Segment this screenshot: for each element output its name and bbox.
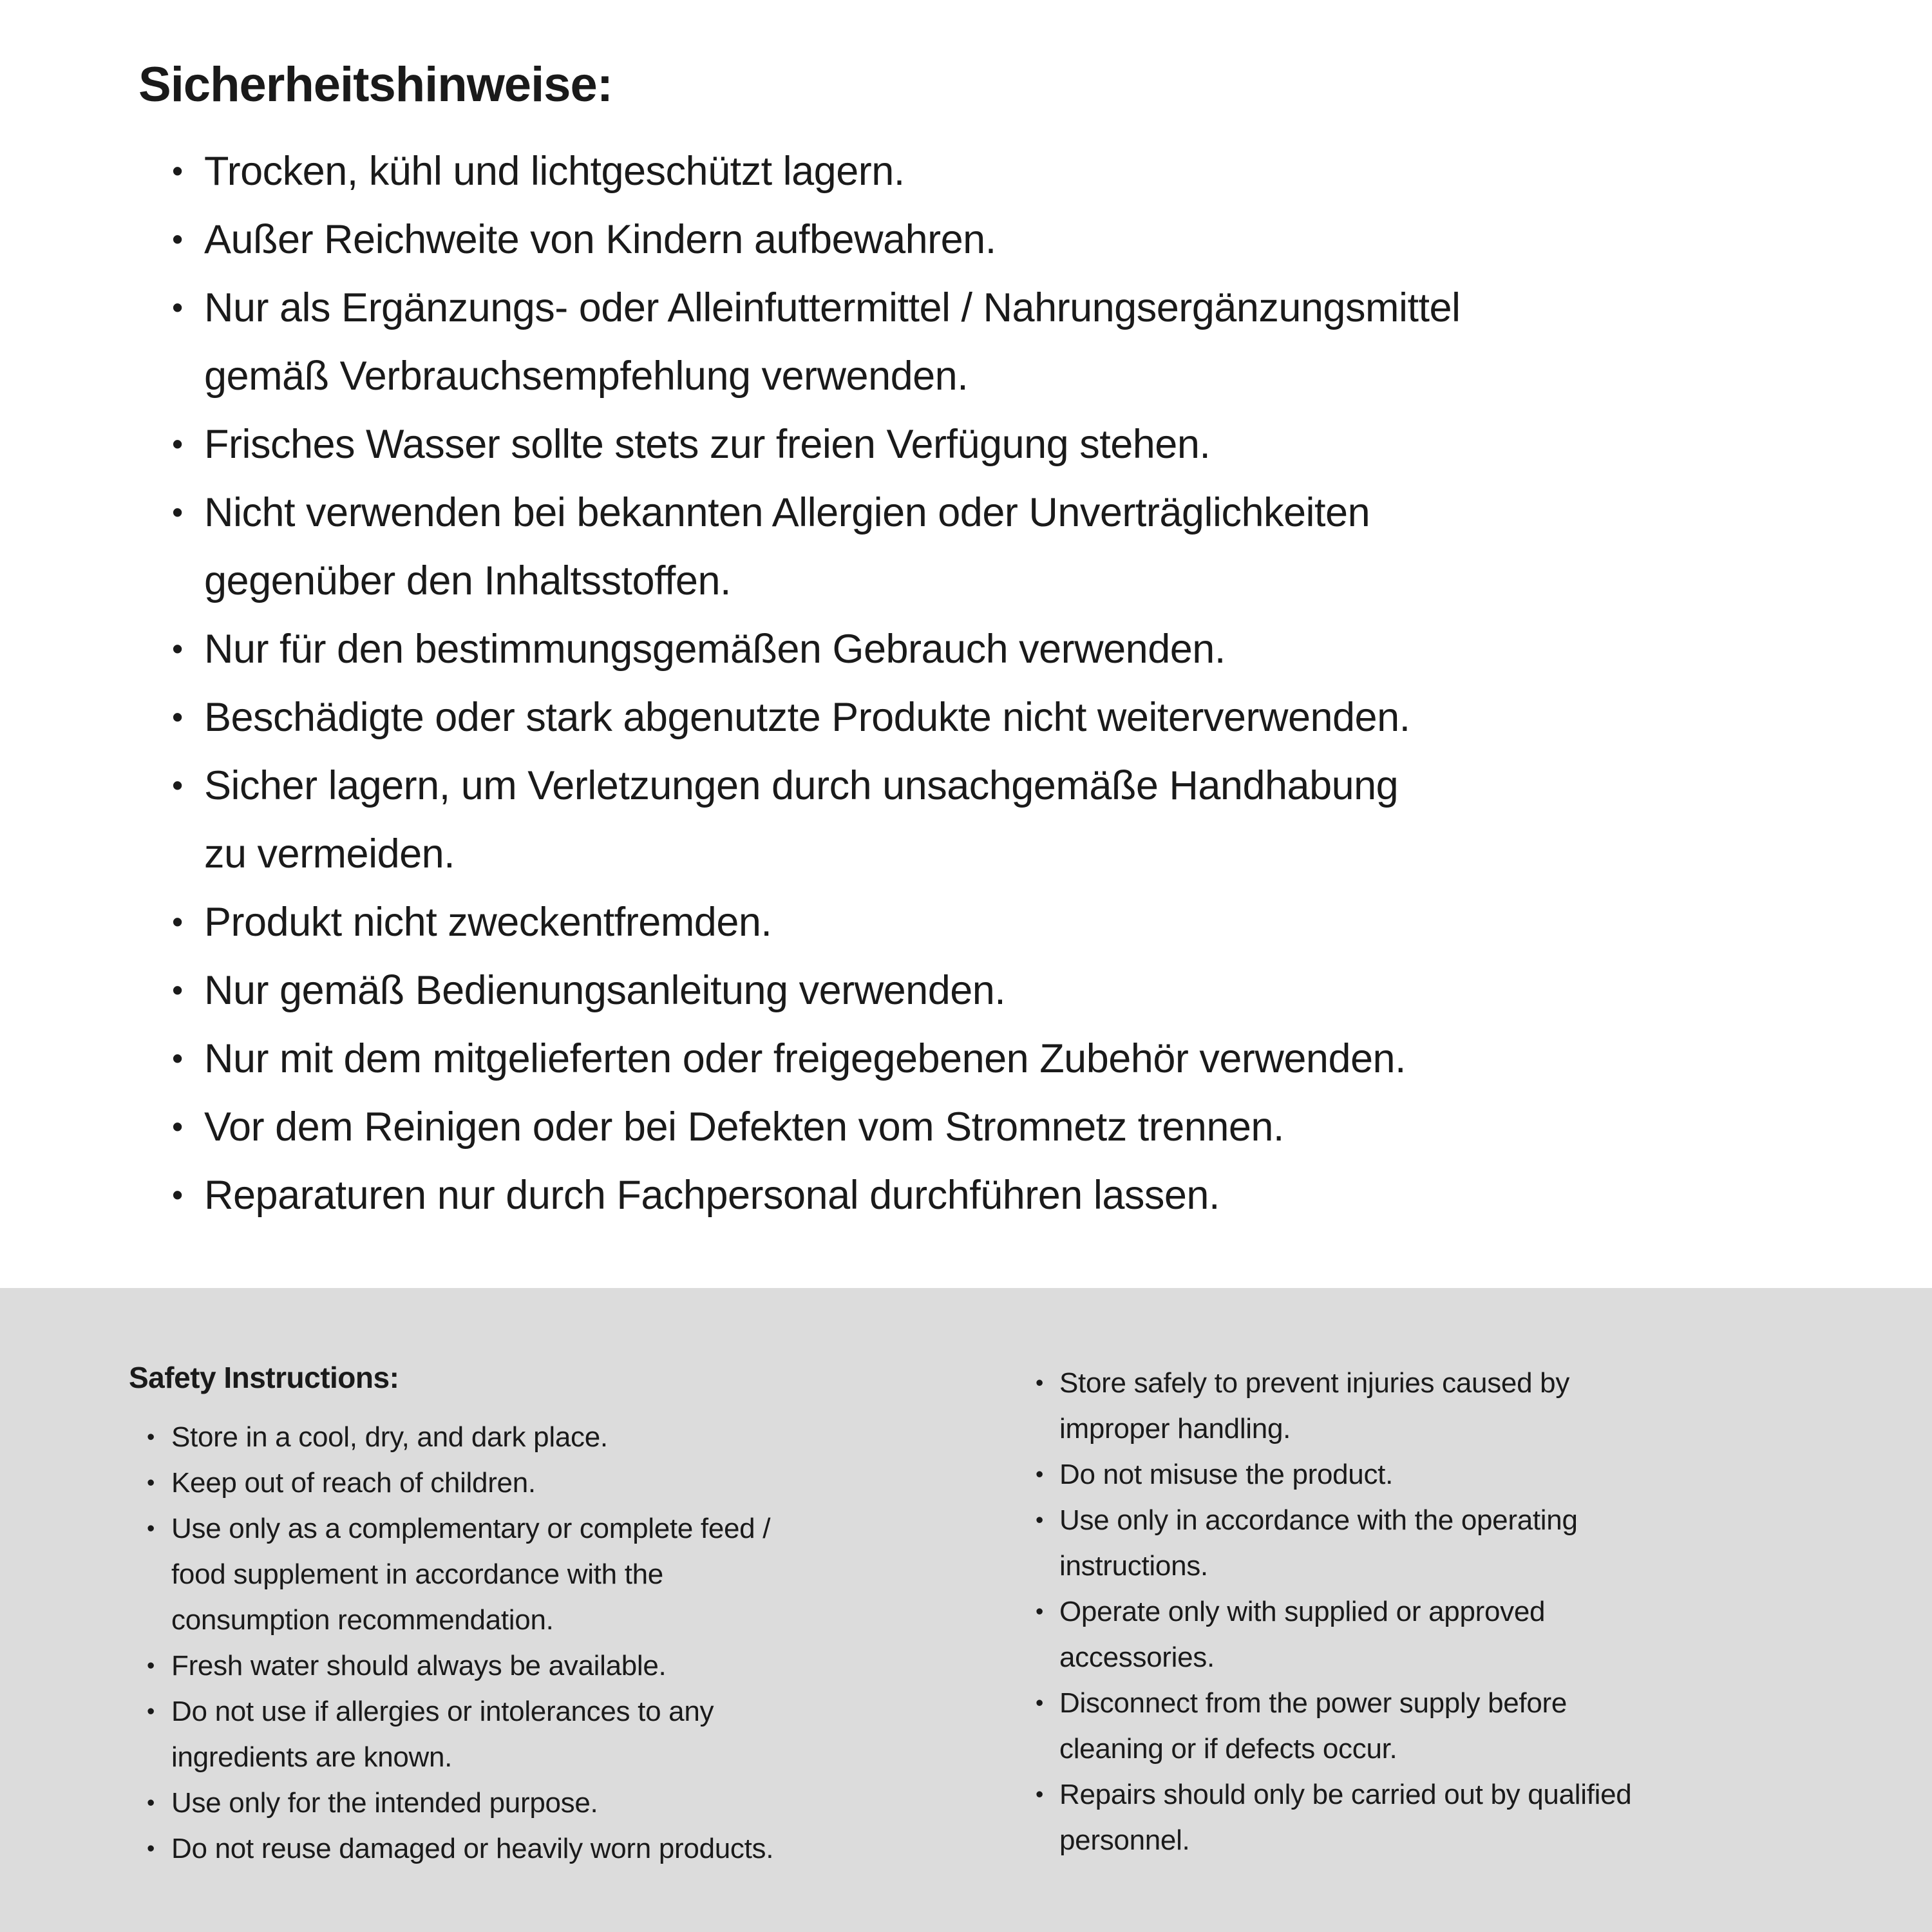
english-section-title: Safety Instructions: [129,1361,399,1394]
list-item: • Nur für den bestimmungsgemäßen Gebrauch verwenden. [138,615,1803,683]
german-safety-list [138,137,1803,1229]
english-right-column [1030,1360,1906,1863]
list-item: • Use only for the intended purpose. [129,1780,1030,1826]
list-item: • Außer Reichweite von Kindern aufbewahren. [138,205,1803,274]
list-item: • Beschädigte oder stark abgenutzte Produkte nicht weiterverwenden. [138,683,1803,752]
list-item: • Frisches Wasser sollte stets zur freien Verfügung stehen. [138,410,1803,478]
list-item: • Repairs should only be carried out by qualified personnel. [1030,1772,1906,1863]
list-item: • Store in a cool, dry, and dark place. [129,1414,1030,1460]
english-safety-list-left [129,1414,1030,1871]
list-item: • Do not misuse the product. [1030,1452,1906,1497]
english-safety-section [0,1288,1932,1932]
list-item: • Keep out of reach of children. [129,1460,1030,1506]
list-item: • Nur mit dem mitgelieferten oder freigegebenen Zubehör verwenden. [138,1025,1803,1093]
english-left-column [129,1360,1030,1871]
list-item: • Nicht verwenden bei bekannten Allergien oder Unverträglichkeiten gegenüber den Inhaltsstoffen. [138,478,1803,615]
list-item: • Operate only with supplied or approved accessories. [1030,1589,1906,1680]
list-item: • Do not reuse damaged or heavily worn products. [129,1826,1030,1871]
list-item: • Trocken, kühl und lichtgeschützt lagern. [138,137,1803,205]
list-item: • Fresh water should always be available. [129,1643,1030,1689]
english-safety-list-right [1030,1360,1906,1863]
list-item: • Nur gemäß Bedienungsanleitung verwenden. [138,956,1803,1025]
list-item: • Reparaturen nur durch Fachpersonal durchführen lassen. [138,1161,1803,1229]
list-item: • Sicher lagern, um Verletzungen durch unsachgemäße Handhabung zu vermeiden. [138,752,1803,888]
german-section-title: Sicherheitshinweise: [138,57,613,112]
list-item: • Do not use if allergies or intolerances to any ingredients are known. [129,1689,1030,1780]
list-item: • Store safely to prevent injuries caused by improper handling. [1030,1360,1906,1452]
list-item: • Use only as a complementary or complete feed / food supplement in accordance with the consumption recommendation. [129,1506,1030,1643]
list-item: • Vor dem Reinigen oder bei Defekten vom Stromnetz trennen. [138,1093,1803,1161]
list-item: • Nur als Ergänzungs- oder Alleinfuttermittel / Nahrungsergänzungsmittel gemäß Verbrauchsempfehlung verwenden. [138,274,1803,410]
list-item: • Disconnect from the power supply before cleaning or if defects occur. [1030,1680,1906,1772]
list-item: • Use only in accordance with the operating instructions. [1030,1497,1906,1589]
list-item: • Produkt nicht zweckentfremden. [138,888,1803,956]
